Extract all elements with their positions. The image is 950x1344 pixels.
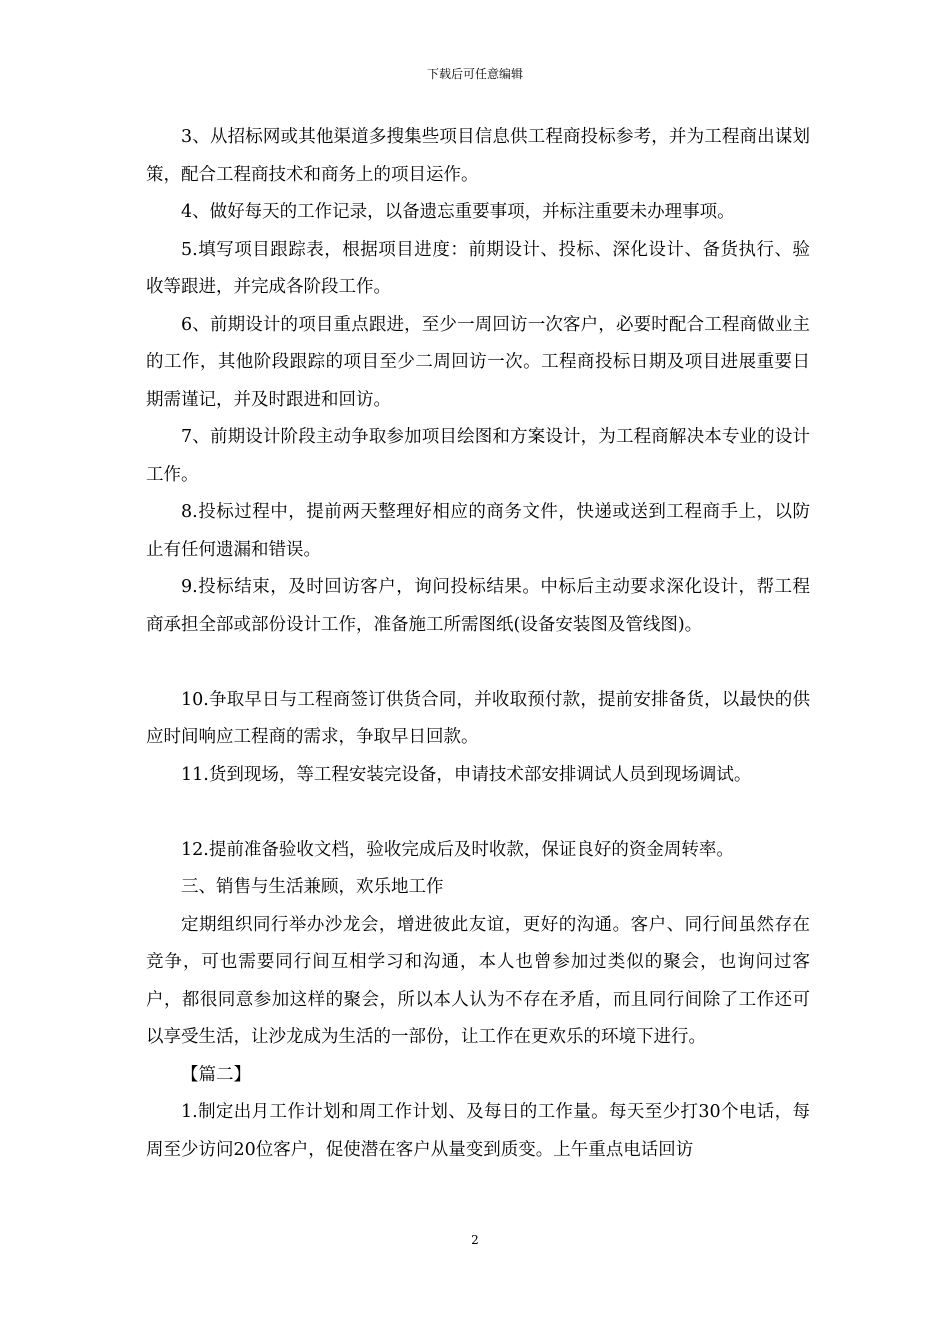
paragraph-item-10: 10.争取早日与工程商签订供货合同，并收取预付款，提前安排备货，以最快的供应时间响应工程商的需求，争取早日回款。 [146, 689, 810, 747]
paragraph-plan: 1.制定出月工作计划和周工作计划、及每日的工作量。每天至少打30个电话，每周至少访问20位客户，促使潜在客户从量变到质变。上午重点电话回访 [146, 1102, 810, 1160]
paragraph-item-8: 8.投标过程中，提前两天整理好相应的商务文件，快递或送到工程商手上，以防止有任何遗漏和错误。 [146, 502, 810, 560]
document-body [146, 119, 810, 1169]
chapter-heading: 【篇二】 [181, 1064, 251, 1085]
paragraph-item-12: 12.提前准备验收文档，验收完成后及时收款，保证良好的资金周转率。 [181, 839, 734, 860]
page-number: 2 [471, 1233, 479, 1247]
blank-line [146, 644, 810, 682]
section-heading: 三、销售与生活兼顾，欢乐地工作 [181, 877, 444, 897]
paragraph-item-9: 9.投标结束，及时回访客户，询问投标结果。中标后主动要求深化设计，帮工程商承担全部或部份设计工作，准备施工所需图纸(设备安装图及管线图)。 [146, 577, 810, 635]
page-header: 下载后可任意编辑 [426, 67, 523, 81]
paragraph-salon: 定期组织同行举办沙龙会，增进彼此友谊，更好的沟通。客户、同行间虽然存在竞争，可也需要同行间互相学习和沟通，本人也曾参加过类似的聚会，也询问过客户，都很同意参加这样的聚会，所以本人认为不存在矛盾，而且同行间除了工作还可以享受生活，让沙龙成为生活的一部份，让工作在更欢乐的环境下进行。 [146, 914, 810, 1047]
paragraph-item-5: 5.填写项目跟踪表，根据项目进度：前期设计、投标、深化设计、备货执行、验收等跟进，并完成各阶段工作。 [146, 239, 810, 297]
paragraph-item-4: 4、做好每天的工作记录，以备遗忘重要事项，并标注重要未办理事项。 [181, 202, 735, 222]
paragraph-item-6: 6、前期设计的项目重点跟进，至少一周回访一次客户，必要时配合工程商做业主的工作，其他阶段跟踪的项目至少二周回访一次。工程商投标日期及项目进展重要日期需谨记，并及时跟进和回访。 [146, 314, 810, 410]
paragraph-item-7: 7、前期设计阶段主动争取参加项目绘图和方案设计，为工程商解决本专业的设计工作。 [146, 427, 810, 485]
blank-line [146, 794, 810, 832]
paragraph-item-3: 3、从招标网或其他渠道多搜集些项目信息供工程商投标参考，并为工程商出谋划策，配合工程商技术和商务上的项目运作。 [146, 127, 810, 185]
paragraph-item-11: 11.货到现场，等工程安装完设备，申请技术部安排调试人员到现场调试。 [181, 764, 752, 785]
